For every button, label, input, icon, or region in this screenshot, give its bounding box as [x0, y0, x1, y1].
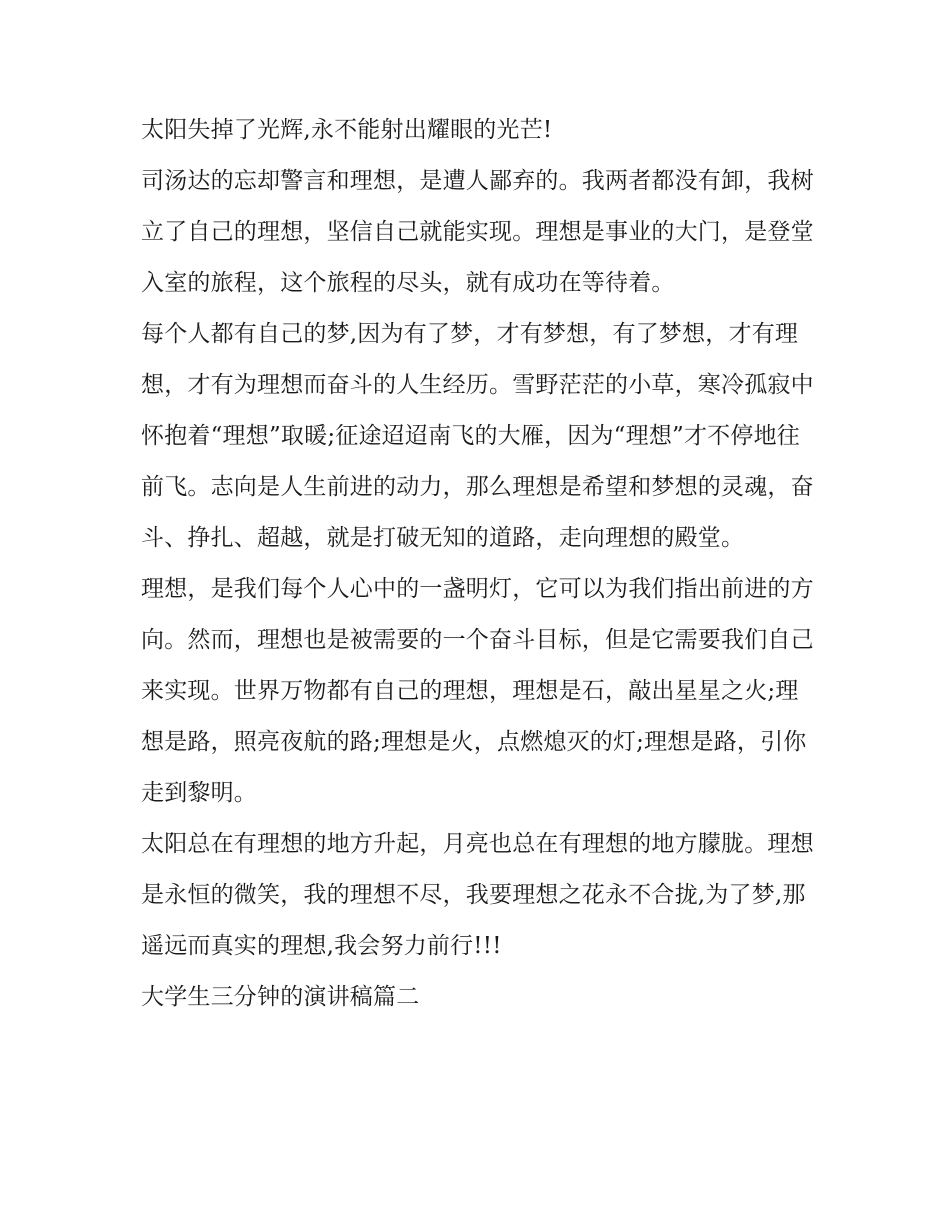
paragraph-2: 司汤达的忘却警言和理想，是遭人鄙弃的。我两者都没有卸，我树立了自己的理想，坚信自己就能实现。理想是事业的大门，是登堂入室的旅程，这个旅程的尽头，就有成功在等待着。 [141, 168, 814, 296]
paragraph-5: 太阳总在有理想的地方升起，月亮也总在有理想的地方朦胧。理想是永恒的微笑，我的理想不尽，我要理想之花永不合拢,为了梦,那遥远而真实的理想,我会努力前行!!! [141, 831, 814, 959]
section-heading: 大学生三分钟的演讲稿篇二 [141, 984, 420, 1010]
paragraph-1: 太阳失掉了光辉,永不能射出耀眼的光芒! [141, 117, 553, 143]
paragraph-3: 每个人都有自己的梦,因为有了梦，才有梦想，有了梦想，才有理想，才有为理想而奋斗的人生经历。雪野茫茫的小草，寒冷孤寂中怀抱着“理想”取暖;征途迢迢南飞的大雁，因为“理想”才不停地往前飞。志向是人生前进的动力，那么理想是希望和梦想的灵魂，奋斗、挣扎、超越，就是打破无知的道路，走向理想的殿堂。 [141, 321, 814, 551]
paragraph-4: 理想，是我们每个人心中的一盏明灯，它可以为我们指出前进的方向。然而，理想也是被需要的一个奋斗目标，但是它需要我们自己来实现。世界万物都有自己的理想，理想是石，敲出星星之火;理想是路，照亮夜航的路;理想是火，点燃熄灭的灯;理想是路，引你走到黎明。 [141, 576, 814, 806]
document-body [141, 105, 821, 1023]
